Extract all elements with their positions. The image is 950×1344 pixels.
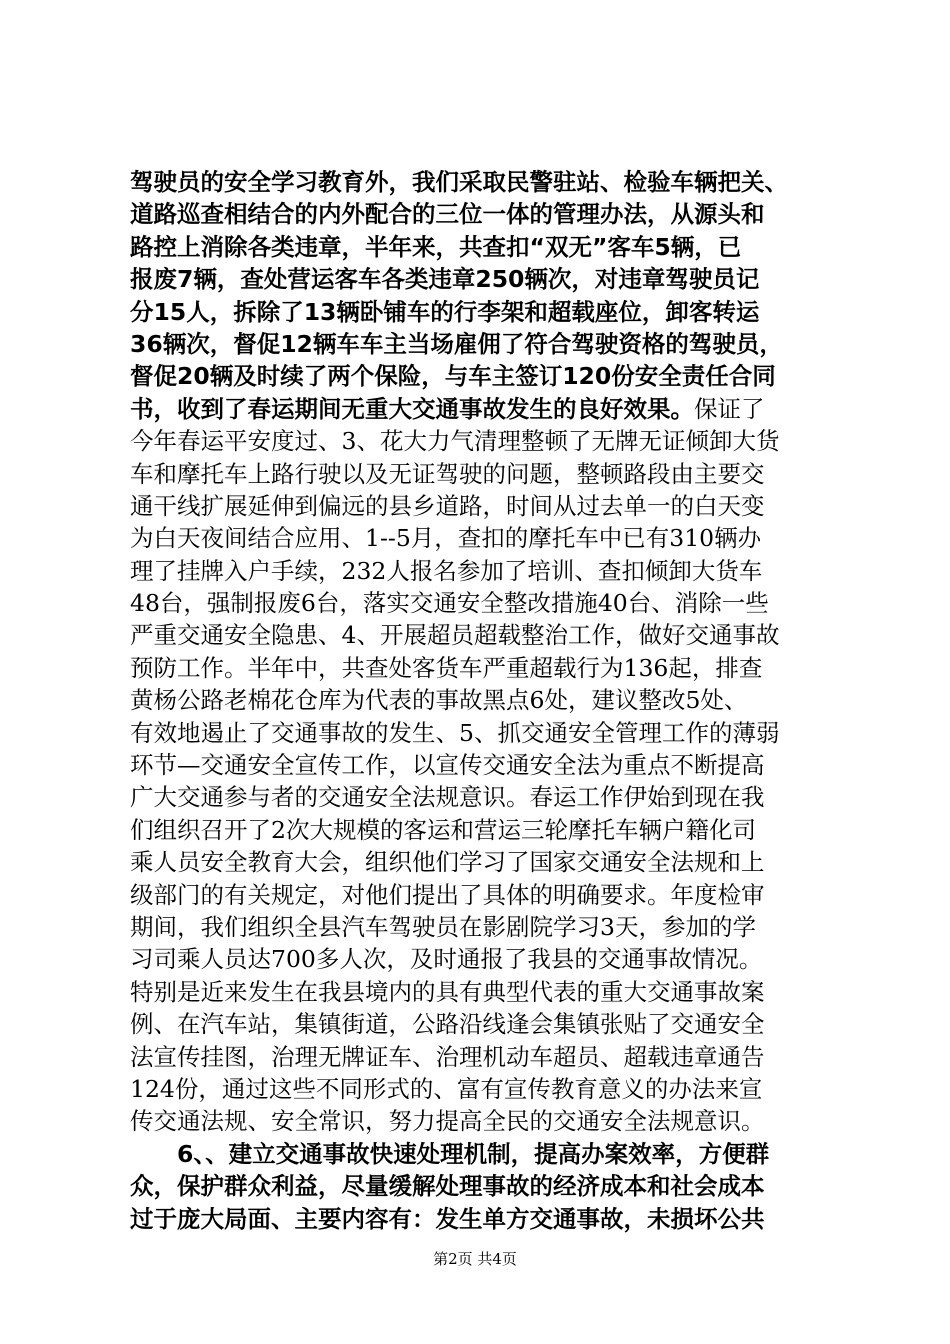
page-footer: 第2页 共4页: [433, 1250, 517, 1268]
text-line-content: 广大交通参与者的交通安全法规意识。春运工作伊始到现在我: [130, 783, 765, 812]
text-line-content: 车和摩托车上路行驶以及无证驾驶的问题，整顿路段由主要交: [130, 459, 765, 488]
text-line: [130, 263, 830, 295]
text-line-content: 为白天夜间结合应用、1--5月，查扣的摩托车中已有310辆办: [130, 524, 762, 553]
text-line: [130, 1170, 830, 1202]
text-line-content: 路控上消除各类违章，半年来，共查扣“双无”客车5辆，已: [130, 232, 742, 261]
text-line-content: 有效地遏止了交通事故的发生、5、抓交通安全管理工作的薄弱: [130, 718, 780, 747]
text-line: [130, 231, 830, 263]
text-line: [130, 1105, 830, 1137]
text-line-content: 书，收到了春运期间无重大交通事故发生的良好效果。: [130, 394, 694, 423]
text-line-content: 环节—交通安全宣传工作，以宣传交通安全法为重点不断提高: [130, 751, 765, 780]
text-line: [130, 1041, 830, 1073]
text-line: [130, 166, 830, 198]
text-line-content: 级部门的有关规定，对他们提出了具体的明确要求。年度检审: [130, 880, 765, 909]
text-line: [130, 587, 830, 619]
text-line-content: 道路巡查相结合的内外配合的三位一体的管理办法，从源头和: [130, 200, 765, 229]
text-line: [130, 458, 830, 490]
text-line-content: 严重交通安全隐患、4、开展超员超载整治工作，做好交通事故: [130, 621, 780, 650]
text-line: [130, 846, 830, 878]
text-line: [130, 1073, 830, 1105]
text-line-content: 124份，通过这些不同形式的、富有宣传教育意义的办法来宣: [130, 1074, 763, 1103]
text-line: [130, 781, 830, 813]
text-line: [130, 425, 830, 457]
text-line: [130, 1008, 830, 1040]
text-line: [130, 911, 830, 943]
text-line: [130, 619, 830, 651]
text-line-content: 报废7辆，查处营运客车各类违章250辆次，对违章驾驶员记: [130, 265, 760, 294]
text-line-content: 众，保护群众利益，尽量缓解处理事故的经济成本和社会成本: [130, 1172, 765, 1201]
text-line-tail: 保证了: [694, 394, 765, 423]
text-line: [130, 393, 830, 425]
text-line: [130, 198, 830, 230]
text-line-content: 督促20辆及时续了两个保险，与车主签订120份安全责任合同: [130, 362, 776, 391]
text-line: [130, 328, 830, 360]
text-line-content: 过于庞大局面、主要内容有：发生单方交通事故，未损坏公共: [130, 1204, 765, 1233]
text-line-content: 乘人员安全教育大会，组织他们学习了国家交通安全法规和上: [130, 848, 765, 877]
text-line-content: 预防工作。半年中，共查处客货车严重超载行为136起，排查: [130, 653, 763, 682]
document-body: [130, 166, 830, 1235]
text-line-content: 黄杨公路老棉花仓库为代表的事故黑点6处，建议整改5处、: [130, 686, 748, 715]
text-line-content: 通干线扩展延伸到偏远的县乡道路，时间从过去单一的白天变: [130, 491, 765, 520]
text-line-content: 理了挂牌入户手续，232人报名参加了培训、查扣倾卸大货车: [130, 556, 763, 585]
text-line: [130, 555, 830, 587]
text-line-content: 例、在汽车站，集镇街道，公路沿线逢会集镇张贴了交通安全: [130, 1010, 765, 1039]
text-line-content: 36辆次，督促12辆车车主当场雇佣了符合驾驶资格的驾驶员，: [130, 329, 783, 358]
text-line: [130, 360, 830, 392]
text-line: [130, 522, 830, 554]
text-line: [130, 943, 830, 975]
text-line-content: 今年春运平安度过、3、花大力气清理整顿了无牌无证倾卸大货: [130, 427, 780, 456]
text-line-content: 习司乘人员达700多人次，及时通报了我县的交通事故情况。: [130, 945, 763, 974]
text-line: [130, 976, 830, 1008]
text-line-content: 们组织召开了2次大规模的客运和营运三轮摩托车辆户籍化司: [130, 815, 756, 844]
text-line: [130, 490, 830, 522]
text-line-content: 驾驶员的安全学习教育外，我们采取民警驻站、检验车辆把关、: [130, 168, 788, 196]
text-line: [130, 1138, 830, 1170]
text-line: [130, 684, 830, 716]
text-line-content: 6、、建立交通事故快速处理机制，提高办案效率，方便群: [177, 1139, 770, 1168]
text-line-content: 分15人，拆除了13辆卧铺车的行李架和超载座位，卸客转运: [130, 297, 760, 326]
text-line-content: 法宣传挂图，治理无牌证车、治理机动车超员、超载违章通告: [130, 1042, 765, 1071]
text-line: [130, 652, 830, 684]
text-line: [130, 1203, 830, 1235]
text-line: [130, 717, 830, 749]
text-line-content: 期间，我们组织全县汽车驾驶员在影剧院学习3天，参加的学: [130, 912, 756, 941]
text-line: [130, 296, 830, 328]
text-line-content: 48台，强制报废6台，落实交通安全整改措施40台、消除一些: [130, 589, 769, 618]
text-line: [130, 814, 830, 846]
text-line-content: 传交通法规、安全常识，努力提高全民的交通安全法规意识。: [130, 1107, 765, 1136]
text-line: [130, 879, 830, 911]
text-line: [130, 749, 830, 781]
text-line-content: 特别是近来发生在我县境内的具有典型代表的重大交通事故案: [130, 977, 765, 1006]
